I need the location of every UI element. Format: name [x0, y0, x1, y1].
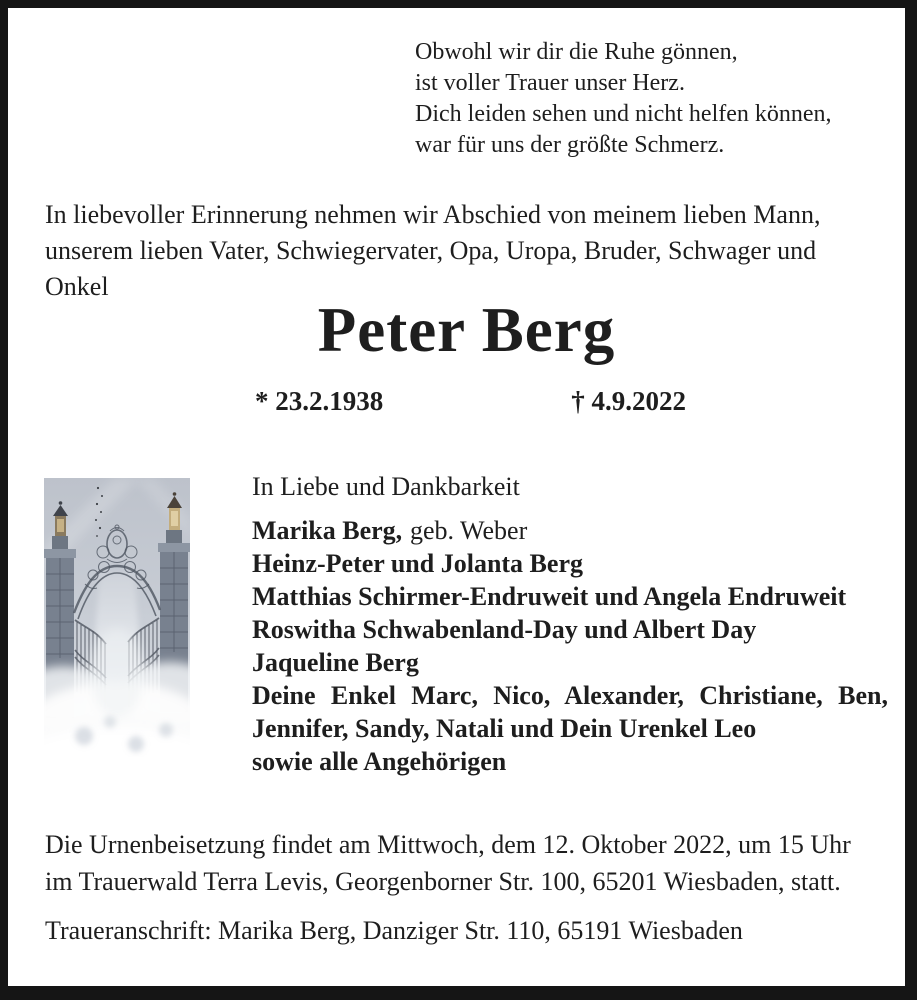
- verse-line: war für uns der größte Schmerz.: [415, 132, 725, 158]
- funeral-info-line: Die Urnenbeisetzung findet am Mittwoch, dem 12. Oktober 2022, um 15 Uhr: [45, 830, 851, 859]
- deceased-name: Peter Berg: [317, 295, 616, 365]
- opening-paragraph: [45, 197, 820, 305]
- mourner-line: Deine Enkel Marc, Nico, Alexander, Christiane, Ben,: [252, 681, 888, 710]
- verse-line: Obwohl wir dir die Ruhe gönnen,: [415, 39, 738, 65]
- life-dates: [255, 386, 686, 417]
- death-date: † 4.9.2022: [571, 386, 686, 416]
- mourner-line: sowie alle Angehörigen: [252, 747, 507, 776]
- mourner-name: Marika Berg,: [252, 516, 403, 545]
- condolence-verse: [415, 37, 832, 161]
- opening-line: In liebevoller Erinnerung nehmen wir Abschied von meinem lieben Mann,: [45, 200, 821, 229]
- mourner-line: Matthias Schirmer-Endruweit und Angela Endruweit: [252, 582, 847, 611]
- mourner-line: Jennifer, Sandy, Natali und Dein Urenkel Leo: [252, 714, 757, 743]
- opening-line: Onkel: [45, 272, 109, 301]
- mourner-line: Roswitha Schwabenland-Day und Albert Day: [252, 615, 757, 644]
- mourner-line: [252, 514, 888, 547]
- tribute-intro: In Liebe und Dankbarkeit: [252, 472, 520, 501]
- heaven-gate-illustration: [44, 478, 190, 757]
- verse-line: ist voller Trauer unser Herz.: [415, 70, 685, 96]
- birth-date: * 23.2.1938: [255, 386, 384, 416]
- mourners-list: [252, 514, 888, 778]
- opening-line: unserem lieben Vater, Schwiegervater, Opa, Uropa, Bruder, Schwager und: [45, 236, 817, 265]
- funeral-info: [45, 826, 851, 900]
- mourner-line: Heinz-Peter und Jolanta Berg: [252, 549, 583, 578]
- tribute-block: [252, 470, 888, 778]
- verse-line: Dich leiden sehen und nicht helfen können,: [415, 101, 832, 127]
- funeral-info-line: im Trauerwald Terra Levis, Georgenborner Str. 100, 65201 Wiesbaden, statt.: [45, 867, 841, 896]
- mourner-name-suffix: geb. Weber: [409, 516, 528, 545]
- mourning-address: Traueranschrift: Marika Berg, Danziger Str. 110, 65191 Wiesbaden: [45, 916, 743, 945]
- mourner-line: Jaqueline Berg: [252, 648, 419, 677]
